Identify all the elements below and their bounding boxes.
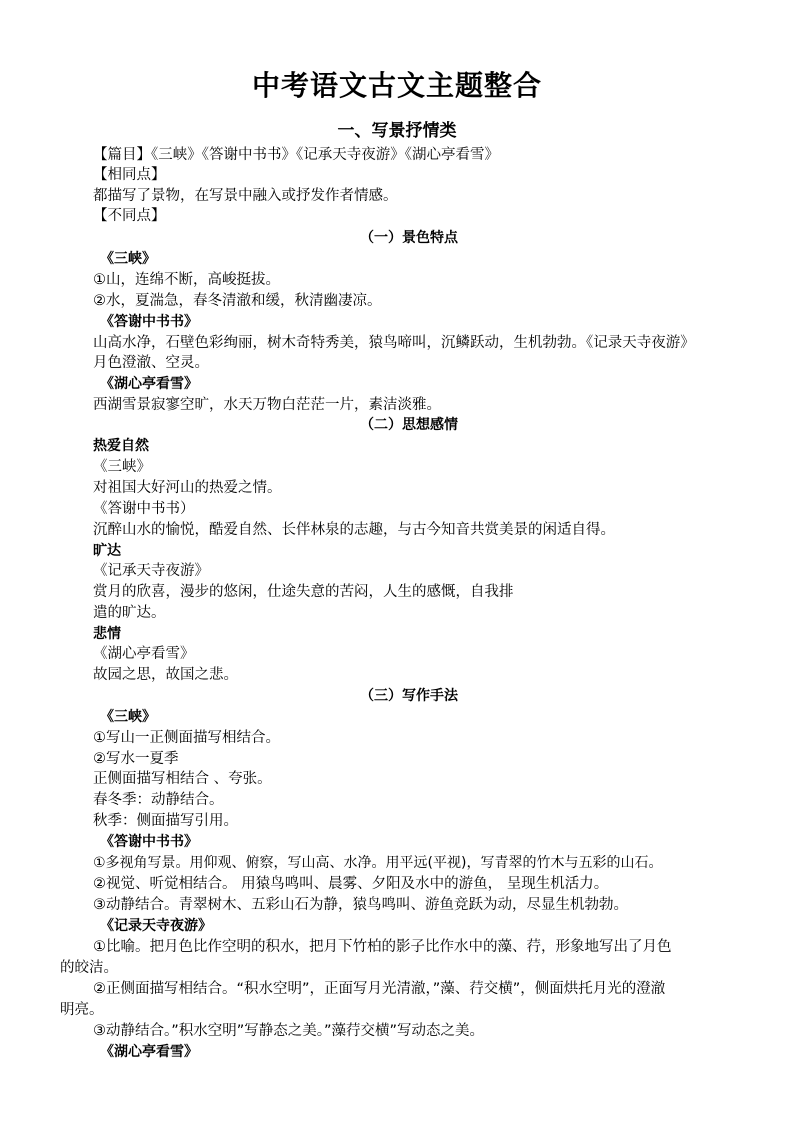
technique-line: 的皎洁。 bbox=[60, 960, 118, 976]
technique-line: 明亮。 bbox=[60, 1002, 104, 1018]
sub-heading-emotion: （二）思想感情 bbox=[360, 417, 458, 433]
emotion-line: 赏月的欣喜，漫步的悠闲，仕途失意的苦闷，人生的感慨，自我排 bbox=[93, 584, 514, 600]
emotion-line: 对祖国大好河山的热爱之情。 bbox=[93, 480, 282, 496]
text-title-daxie: 《答谢中书书》 bbox=[100, 834, 198, 850]
scenery-line: ②水，夏湍急，春冬清澈和缓，秋清幽凄凉。 bbox=[93, 293, 382, 309]
emotion-line: 故园之思，故国之悲。 bbox=[93, 667, 238, 683]
text-title: 《湖心亭看雪》 bbox=[93, 646, 195, 662]
emotion-line: 沉醉山水的愉悦，酷爱自然、长伴林泉的志趣，与古今知音共赏美景的闲适自得。 bbox=[93, 522, 615, 538]
emotion-category: 旷达 bbox=[93, 543, 121, 559]
text-title: 《三峡》 bbox=[93, 459, 151, 475]
text-title-huxin: 《湖心亭看雪》 bbox=[100, 1044, 198, 1060]
sub-heading-technique: （三）写作手法 bbox=[360, 688, 458, 704]
technique-line: ②正侧面描写相结合。“积水空明”，正面写月光清澈，”藻、荇交横”，侧面烘托月光的澄澈 bbox=[93, 981, 666, 997]
emotion-category: 热爱自然 bbox=[93, 438, 149, 454]
text-title-sanxia: 《三峡》 bbox=[100, 709, 156, 725]
technique-line: 秋季：侧面描写引用。 bbox=[93, 813, 238, 829]
emotion-line: 遣的旷达。 bbox=[93, 605, 166, 621]
technique-line: 春冬季：动静结合。 bbox=[93, 792, 224, 808]
text-title: 《记承天寺夜游》 bbox=[93, 563, 209, 579]
text-title-jilu: 《记录天寺夜游》 bbox=[100, 918, 212, 934]
technique-line: ③动静结合。青翠树木、五彩山石为静，猿鸟鸣叫、游鱼竞跃为动，尽显生机勃勃。 bbox=[93, 897, 628, 913]
butong-heading: 【不同点】 bbox=[93, 208, 166, 224]
technique-line: 正侧面描写相结合 、夸张。 bbox=[93, 771, 272, 787]
text-title-huxin: 《湖心亭看雪》 bbox=[100, 376, 198, 392]
scenery-line: 月色澄澈、空灵。 bbox=[93, 355, 209, 371]
scenery-line: ①山，连绵不断，高峻挺拔。 bbox=[93, 272, 280, 288]
scenery-line: 山高水净，石壁色彩绚丽，树木奇特秀美，猿鸟啼叫，沉鳞跃动，生机勃勃。《记录天寺夜游》 bbox=[93, 335, 695, 351]
document-title: 中考语文古文主题整合 bbox=[251, 69, 542, 102]
emotion-category: 悲情 bbox=[93, 626, 121, 642]
pianmu-line: 【篇目】《三峡》《答谢中书书》《记承天寺夜游》《湖心亭看雪》 bbox=[93, 147, 499, 163]
technique-line: ①比喻。把月色比作空明的积水，把月下竹柏的影子比作水中的藻、荇，形象地写出了月色 bbox=[93, 939, 672, 955]
technique-line: ②视觉、听觉相结合。 用猿鸟鸣叫、晨雾、夕阳及水中的游鱼， 呈现生机活力。 bbox=[93, 876, 609, 892]
technique-line: ②写水一夏季 bbox=[93, 751, 179, 767]
text-title-sanxia: 《三峡》 bbox=[100, 251, 156, 267]
xiangtong-heading: 【相同点】 bbox=[93, 167, 166, 183]
text-title: 《答谢中书书） bbox=[93, 501, 195, 517]
xiangtong-text: 都描写了景物，在写景中融入或抒发作者情感。 bbox=[93, 188, 398, 204]
sub-heading-scenery: （一）景色特点 bbox=[360, 230, 458, 246]
scenery-line: 西湖雪景寂寥空旷，水天万物白茫茫一片，素洁淡雅。 bbox=[93, 397, 441, 413]
section-heading-1: 一、写景抒情类 bbox=[337, 121, 457, 141]
technique-line: ③动静结合。”积水空明”写静态之美。”藻荇交横”写动态之美。 bbox=[93, 1023, 485, 1039]
technique-line: ①写山一正侧面描写相结合。 bbox=[93, 730, 280, 746]
technique-line: ①多视角写景。用仰观、俯察，写山高、水净。用平远(平视)，写青翠的竹木与五彩的山石。 bbox=[93, 855, 663, 871]
text-title-daxie: 《答谢中书书》 bbox=[100, 314, 198, 330]
